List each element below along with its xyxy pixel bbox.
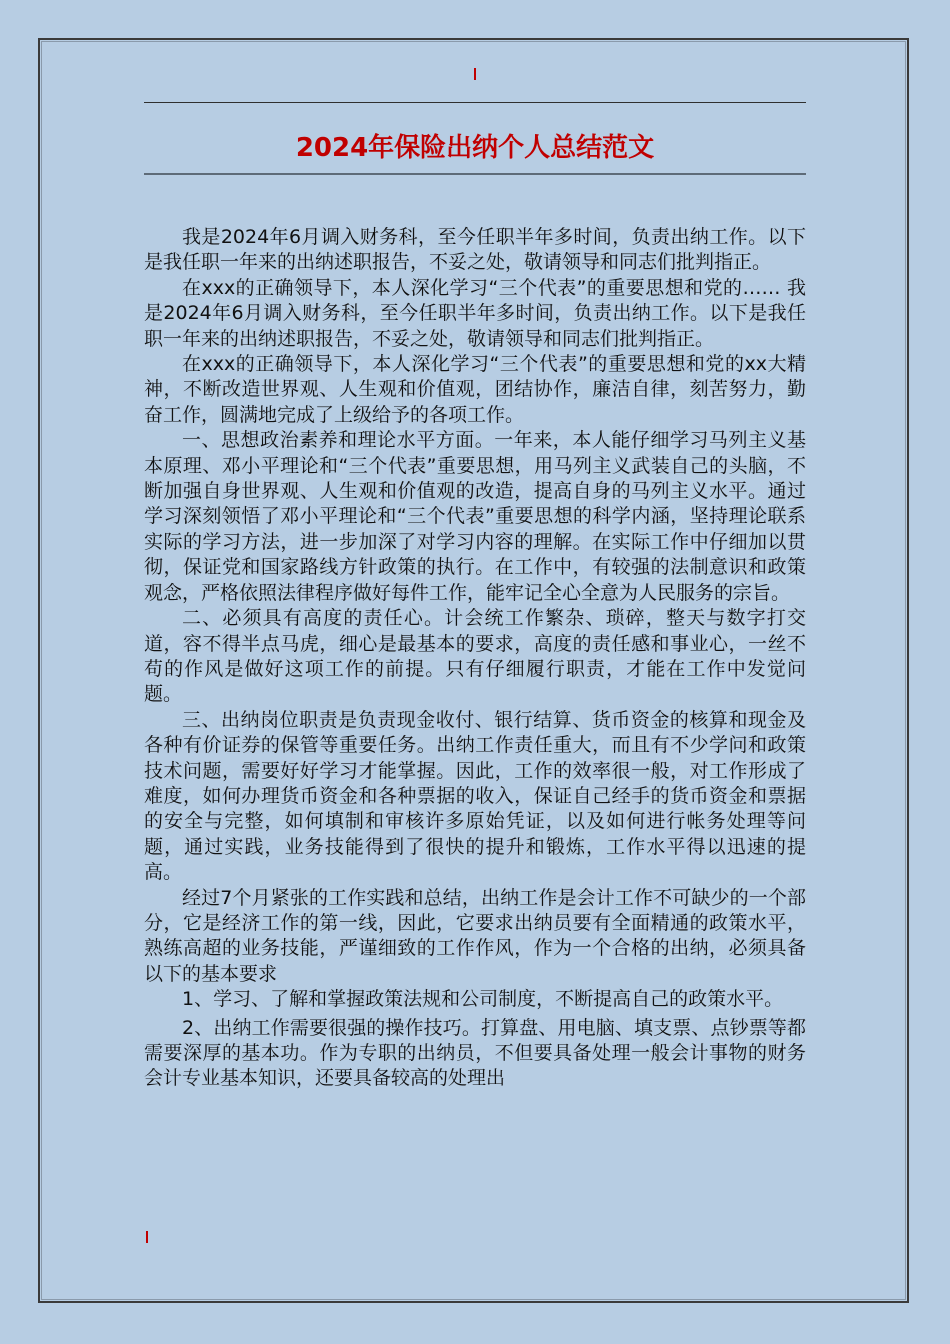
document-body [144, 225, 806, 1092]
document-title: 2024年保险出纳个人总结范文 [295, 133, 655, 163]
footer-marker [146, 1231, 148, 1243]
paragraph: 二、必须具有高度的责任心。计会统工作繁杂、琐碎，整天与数字打交道，容不得半点马虎，细心是最基本的要求，高度的责任感和事业心，一丝不苟的作风是做好这项工作的前提。只有仔细履行职责，才能在工作中发觉问题。 [144, 607, 806, 706]
header-rule [144, 102, 806, 103]
paragraph: 1、学习、了解和掌握政策法规和公司制度，不断提高自己的政策水平。 [182, 988, 784, 1011]
paragraph: 我是2024年6月调入财务科，至今任职半年多时间，负责出纳工作。以下是我任职一年来的出纳述职报告，不妥之处，敬请领导和同志们批判指正。 [144, 226, 806, 274]
paragraph: 2、出纳工作需要很强的操作技巧。打算盘、用电脑、填支票、点钞票等都需要深厚的基本功。作为专职的出纳员，不但要具备处理一般会计事物的财务会计专业基本知识，还要具备较高的处理出 [144, 1016, 806, 1090]
paragraph: 三、出纳岗位职责是负责现金收付、银行结算、货币资金的核算和现金及各种有价证券的保管等重要任务。出纳工作责任重大，而且有不少学问和政策技术问题，需要好好学习才能掌握。因此，工作的效率很一般，对工作形成了难度，如何办理货币资金和各种票据的收入，保证自己经手的货币资金和票据的安全与完整，如何填制和审核许多原始凭证，以及如何进行帐务处理等问题，通过实践，业务技能得到了很快的提升和锻炼，工作水平得以迅速的提高。 [144, 708, 806, 884]
paragraph: 经过7个月紧张的工作实践和总结，出纳工作是会计工作不可缺少的一个部分，它是经济工作的第一线，因此，它要求出纳员要有全面精通的政策水平，熟练高超的业务技能，严谨细致的工作作风，作为一个合格的出纳，必须具备以下的基本要求 [144, 886, 806, 985]
header-marker [474, 68, 476, 80]
title-rule [144, 173, 806, 175]
paragraph: 在xxx的正确领导下，本人深化学习“三个代表”的重要思想和党的xx大精神，不断改造世界观、人生观和价值观，团结协作，廉洁自律，刻苦努力，勤奋工作，圆满地完成了上级给予的各项工作。 [144, 353, 806, 426]
paragraph: 在xxx的正确领导下，本人深化学习“三个代表”的重要思想和党的…… 我是2024年6月调入财务科，至今任职半年多时间，负责出纳工作。以下是我任职一年来的出纳述职报告，不妥之处，敬请领导和同志们批判指正。 [144, 276, 806, 350]
paragraph: 一、思想政治素养和理论水平方面。一年来，本人能仔细学习马列主义基本原理、邓小平理论和“三个代表”重要思想，用马列主义武装自己的头脑，不断加强自身世界观、人生观和价值观的改造，提高自身的马列主义水平。通过学习深刻领悟了邓小平理论和“三个代表”重要思想的科学内涵，坚持理论联系实际的学习方法，进一步加深了对学习内容的理解。在实际工作中仔细加以贯彻，保证党和国家路线方针政策的执行。在工作中，有较强的法制意识和政策观念，严格依照法律程序做好每件工作，能牢记全心全意为人民服务的宗旨。 [144, 429, 806, 604]
